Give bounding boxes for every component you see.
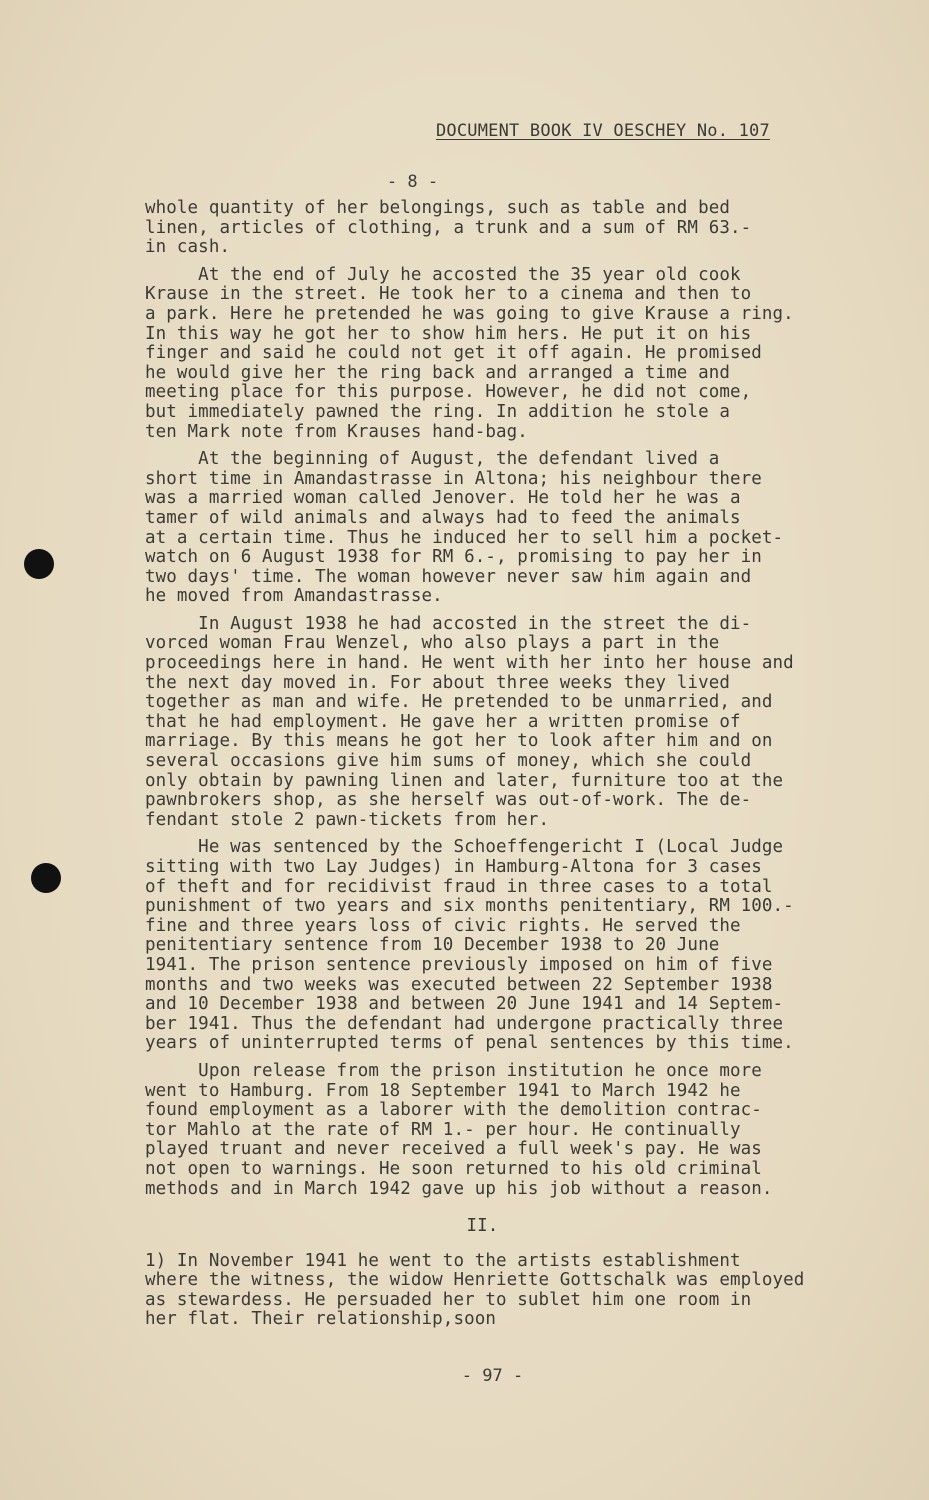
text-line: as stewardess. He persuaded her to sublet him one room in [145,1289,752,1310]
text-line: in cash. [145,237,231,258]
text-line: marriage. By this means he got her to look after him and on [145,731,773,752]
text-line: a park. Here he pretended he was going to give Krause a ring. [145,303,794,324]
text-line: was a married woman called Jenover. He told her he was a [145,488,741,509]
text-line: In this way he got her to show him hers. He put it on his [145,323,752,344]
text-line: several occasions give him sums of money, which she could [145,751,752,772]
text-line: ten Mark note from Krauses hand-bag. [145,421,528,442]
document-header: DOCUMENT BOOK IV OESCHEY No. 107 [436,121,770,141]
text-line: he would give her the ring back and arranged a time and [145,362,730,383]
text-line: her flat. Their relationship,soon [145,1309,496,1330]
text-line: the next day moved in. For about three weeks they lived [145,672,730,693]
paragraphs [145,199,875,1199]
text-line: 1) In November 1941 he went to the artists establishment [145,1250,741,1271]
text-line: finger and said he could not get it off again. He promised [145,343,762,364]
text-line: He was sentenced by the Schoeffengericht I (Local Judge [145,837,784,858]
text-line: In August 1938 he had accosted in the street the di- [145,613,752,634]
text-line: at a certain time. Thus he induced her to sell him a pocket- [145,527,784,548]
text-line: punishment of two years and six months penitentiary, RM 100.- [145,896,794,917]
text-line: only obtain by pawning linen and later, furniture too at the [145,770,784,791]
text-line: but immediately pawned the ring. In addition he stole a [145,401,730,422]
text-line: Upon release from the prison institution he once more [145,1060,762,1081]
section-heading: II. [466,1216,499,1237]
text-line: not open to warnings. He soon returned to his old criminal [145,1158,762,1179]
text-line: meeting place for this purpose. However, he did not come, [145,382,752,403]
text-line: two days' time. The woman however never saw him again and [145,566,752,587]
text-line: found employment as a laborer with the demolition contrac- [145,1100,762,1121]
text-line: fendant stole 2 pawn-tickets from her. [145,809,550,830]
text-line: where the witness, the widow Henriette Gottschalk was employed [145,1270,805,1291]
text-line: and 10 December 1938 and between 20 June 1941 and 14 Septem- [145,994,784,1015]
text-line: vorced woman Frau Wenzel, who also plays a part in the [145,633,720,654]
text-line: short time in Amandastrasse in Altona; his neighbour there [145,468,762,489]
text-line: that he had employment. He gave her a written promise of [145,711,741,732]
text-line: played truant and never received a full week's pay. He was [145,1139,762,1160]
section-paragraph [145,1252,875,1330]
page-number-top: - 8 - [386,172,439,192]
text-line: together as man and wife. He pretended to be unmarried, and [145,692,773,713]
text-line: of theft and for recidivist fraud in three cases to a total [145,876,773,897]
text-line: months and two weeks was executed between 22 September 1938 [145,974,773,995]
text-line: At the beginning of August, the defendant lived a [145,449,720,470]
text-line: penitentiary sentence from 10 December 1938 to 20 June [145,935,720,956]
text-line: methods and in March 1942 gave up his job without a reason. [145,1178,773,1199]
text-line: watch on 6 August 1938 for RM 6.-, promising to pay her in [145,547,762,568]
text-line: tor Mahlo at the rate of RM 1.- per hour. He continually [145,1119,741,1140]
text-line: 1941. The prison sentence previously imposed on him of five [145,954,773,975]
text-line: At the end of July he accosted the 35 year old cook [145,264,741,285]
text-line: sitting with two Lay Judges) in Hamburg-Altona for 3 cases [145,857,762,877]
text-line: proceedings here in hand. He went with her into her house and [145,653,794,674]
text-line: Krause in the street. He took her to a cinema and then to [145,284,752,305]
text-line: tamer of wild animals and always had to feed the animals [145,507,741,528]
page-number-bottom: - 97 - [461,1366,524,1386]
text-line: ber 1941. Thus the defendant had undergone practically three [145,1013,784,1034]
text-line: went to Hamburg. From 18 September 1941 to March 1942 he [145,1080,741,1101]
text-line: pawnbrokers shop, as she herself was out-of-work. The de- [145,790,752,811]
punch-hole-icon [24,549,54,579]
text-line: fine and three years loss of civic rights. He served the [145,915,741,936]
punch-hole-icon [31,863,61,893]
text-line: years of uninterrupted terms of penal sentences by this time. [145,1033,794,1054]
text-line: he moved from Amandastrasse. [145,586,443,607]
text-line: linen, articles of clothing, a trunk and a sum of RM 63.- [145,217,752,238]
text-line: whole quantity of her belongings, such as table and bed [145,198,730,218]
body-text [145,199,875,1330]
